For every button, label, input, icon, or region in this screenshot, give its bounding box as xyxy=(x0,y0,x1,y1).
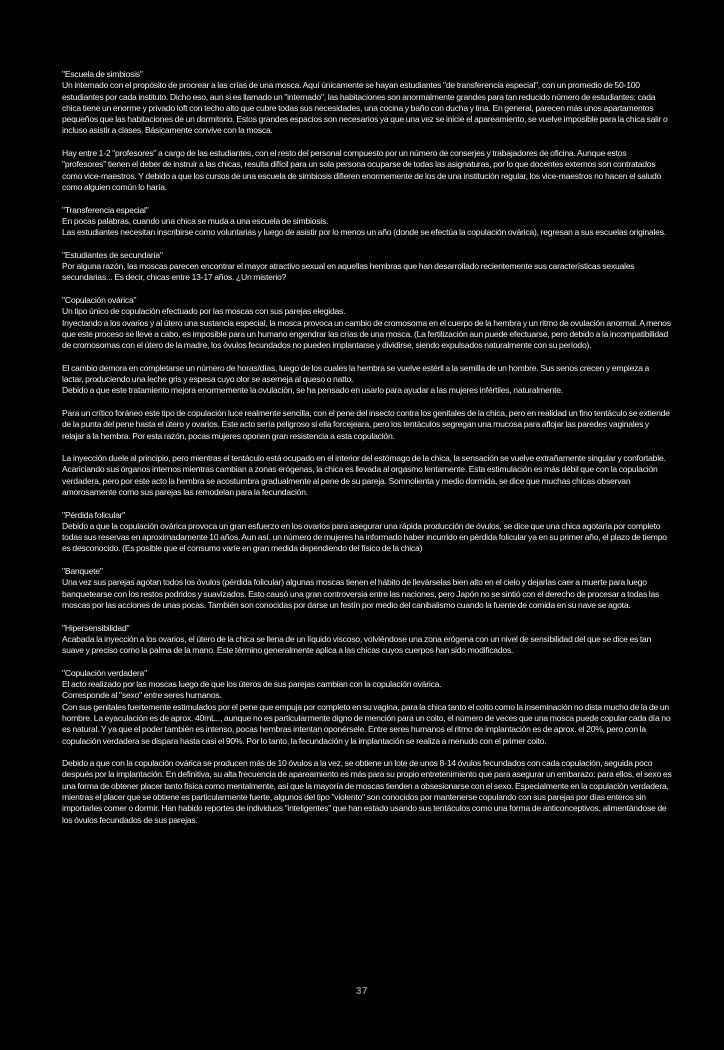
glossary-text xyxy=(62,69,672,826)
text-line: El cambio demora en completarse un número de horas/días, luego de los cuales la hembra se vuelve estéril a la semilla de un hombre. Sus senos crecen y empieza a lactar, produciendo una leche gris y espesa cuyo olor se asemeja al queso o natto. xyxy=(62,362,650,385)
glossary-section xyxy=(62,668,672,826)
text-line: Debido a que este tratamiento mejora enormemente la ovulación, se ha pensado en usarlo para ayudar a las mujeres infértiles, naturalmente. xyxy=(62,385,563,396)
section-title: "Copulación verdadera" xyxy=(62,667,147,678)
paragraph xyxy=(62,80,672,136)
text-line: Corresponde al "sexo" entre seres humanos. xyxy=(62,690,222,701)
text-line: Para un crítico foráneo este tipo de copulación luce realmente sencilla, con el pene del insecto contra los genitales de la chica, pero en realidad un fino tentáculo se extiende de la punta del pene hasta el útero y ovarios. Este acto sería peligroso si ella forcejeara, pero los tentáculos segregan una mucosa para aflojar las paredes vaginales y relajar a la hembra. Por esta razón, pocas mujeres oponen gran resistencia a esta copulación. xyxy=(62,407,670,441)
text-line: Hay entre 1-2 "profesores" a cargo de las estudiantes, con el resto del personal compuesto por un número de conserjes y trabajadores de oficina. Aunque estos "profesores" tienen el deber de instruir a las chicas, resulta difícil para un sola persona ocuparse de todas las asignaturas, por lo que docentes externos son contratados como vice-maestros. Y debido a que los cursos de una escuela de simbiosis difieren enormemente de los de una institución regular, los vice-maestros no hacen el saludo como alguien común lo haría. xyxy=(62,148,662,192)
text-line: Por alguna razón, las moscas parecen encontrar el mayor atractivo sexual en aquellas hembras que han desarrollado recientemente sus características sexuales secundarias... Es decir, chicas entre 13-17 años. ¿Un misterio? xyxy=(62,261,635,283)
glossary-section xyxy=(62,69,672,193)
page-number: 37 xyxy=(355,986,369,997)
section-title: "Transferencia especial" xyxy=(62,204,149,215)
paragraph xyxy=(62,758,672,826)
text-line: Una vez sus parejas agotan todos los óvulos (pérdida folicular) algunas moscas tienen el hábito de llevárselas bien alto en el cielo y dejarlas caer a muerte para luego banquetearse con los restos podridos y suavizados. Esto causó una gran controversia entre las naciones, pero Japón no se sintió con el derecho de procesar a todas las moscas por las acciones de unas pocas. También son conocidas por darse un festín por medio del canibalismo cuando la fuente de comida en su nave se agota. xyxy=(62,577,660,610)
paragraph xyxy=(62,577,672,611)
text-line: Debido a que la copulación ovárica provoca un gran esfuerzo en los ovarios para asegurar una rápida producción de óvulos, se dice que una chica agotaría por completo todas sus reservas en aproximadamente 10 años. Aun así, un número de mujeres ha informado haber incurrido en pérdida folicular ya en su primer año, el plazo de tiempo es desconocido. (Es posible que el consumo varíe en gran medida dependiendo del físico de la chica) xyxy=(62,520,667,554)
paragraph xyxy=(62,408,672,442)
paragraph xyxy=(62,453,672,498)
glossary-section xyxy=(62,510,672,555)
paragraph xyxy=(62,634,672,657)
paragraph xyxy=(62,261,672,284)
text-line: Las estudiantes necesitan inscribirse como voluntarias y luego de asistir por lo menos un año (donde se efectúa la copulación ovárica), regresan a sus escuelas originales. xyxy=(62,227,666,238)
text-line: Debido a que con la copulación ovárica se producen más de 10 óvulos a la vez, se obtiene un lote de unos 8-14 óvulos fecundados con cada copulación, seguida poco después por la implantación. En definitiva, su alta frecuencia de apareamiento es más para su propio entretenimiento que para asegurar un embarazo: para ellos, el sexo es una forma de obtener placer tanto física como mentalmente, así que la mayoría de moscas tienden a obsesionarse con el sexo. Especialmente en la copulación verdadera, mientras el placer que se obtiene es particularmente fuerte, algunos del tipo "violento" son conocidos por mantenerse copulando con sus parejas por días enteros sin importarles comer o dormir. Han habido reportes de individuos "inteligentes" que han estado usando sus tentáculos como una forma de anticonceptivos, alimentándose de los óvulos fecundados de sus parejas. xyxy=(62,758,672,825)
text-line: Inyectando a los ovarios y al útero una sustancia especial, la mosca provoca un cambio de cromosoma en el cuerpo de la hembra y un ritmo de ovulación anormal. A menos que este proceso se lleve a cabo, es imposible para un humano engendrar las crías de una mosca. (La fertilización aun puede efectuarse, pero debido a la incompatibilidad de cromosomas con el útero de la madre, los óvulos fecundados no pueden implantarse y dividirse, siendo expulsados naturalmente con su período). xyxy=(62,317,671,351)
glossary-section xyxy=(62,295,672,498)
section-title: "Banquete" xyxy=(62,566,103,577)
section-title: "Copulación ovárica" xyxy=(62,294,137,305)
glossary-section xyxy=(62,205,672,239)
text-line: Un internado con el propósito de procrear a las crías de una mosca. Aquí únicamente se hayan estudiantes "de transferencia especial", con un promedio de 50-100 estudiantes por cada instituto. Dicho eso, aun si es llamado un "internado", las habitaciones son anormalmente grandes para tan reducido número de estudiantes: cada chica tiene un enorme y privado loft con techo alto que cubre todas sus necesidades, una cocina y baño con ducha y tina. En general, parecen más unos apartamentos pequeños que las habitaciones de un dormitorio. Estos grandes espacios son necesarios ya que una vez se inicie el apareamiento, se vuelve imposible para la chica salir o incluso asistir a clases. Básicamente convive con la mosca. xyxy=(62,80,668,136)
paragraph xyxy=(62,148,672,193)
text-line: Un tipo único de copulación efectuado por las moscas con sus parejas elegidas. xyxy=(62,306,346,317)
text-line: La inyección duele al principio, pero mientras el tentáculo está ocupado en el interior del estómago de la chica, la sensación se vuelve extrañamente singular y confortable. Acariciando sus órganos internos mientras cambian a zonas erógenas, la chica es llevada al orgasmo lentamente. Esta estimulación es más débil que con la copulación verdadera, pero por este acto la hembra se acostumbra gradualmente al pene de su pareja. Somnolienta y medio dormida, se dice que muchas chicas observan amorosamente como sus parejas las remodelan para la fecundación. xyxy=(62,453,666,497)
text-line: Con sus genitales fuertemente estimulados por el pene que empuja por completo en su vagina, para la chica tanto el coito como la inseminación no dista mucho de la de un hombre. La eyaculación es de aprox. 40mL.., aunque no es particularmente digno de mención para un coito, el número de veces que una mosca puede copular cada día no es natural. Y ya que el poder también es intenso, pocas hembras intentan oponérsele. Entre seres humanos el ritmo de implantación es de aprox. el 20%, pero con la copulación verdadera se dispara hasta casi el 90%. Por lo tanto, la fecundación y la implantación se realiza a menudo con el primer coito. xyxy=(62,701,671,746)
section-title: "Pérdida folicular" xyxy=(62,509,126,520)
section-title: "Escuela de simbiosis" xyxy=(62,69,143,79)
glossary-section xyxy=(62,623,672,657)
text-line: Acabada la inyección a los ovarios, el útero de la chica se llena de un líquido viscoso, volviéndose una zona erógena con un nivel de sensibilidad del que se dice es tan suave y preciso como la palma de la mano. Este término generalmente aplica a las chicas cuyos cuerpos han sido modificados. xyxy=(62,633,652,656)
paragraph xyxy=(62,216,672,239)
section-title: "Hipersensibilidad" xyxy=(62,622,130,633)
glossary-section xyxy=(62,566,672,611)
text-line: En pocas palabras, cuando una chica se muda a una escuela de simbiosis. xyxy=(62,215,329,226)
paragraph xyxy=(62,306,672,351)
section-title: "Estudiantes de secundaria" xyxy=(62,249,163,260)
glossary-section xyxy=(62,250,672,284)
text-line: El acto realizado por las moscas luego de que los úteros de sus parejas cambian con la copulación ovárica. xyxy=(62,679,442,690)
paragraph xyxy=(62,521,672,555)
paragraph xyxy=(62,363,672,397)
paragraph xyxy=(62,679,672,747)
